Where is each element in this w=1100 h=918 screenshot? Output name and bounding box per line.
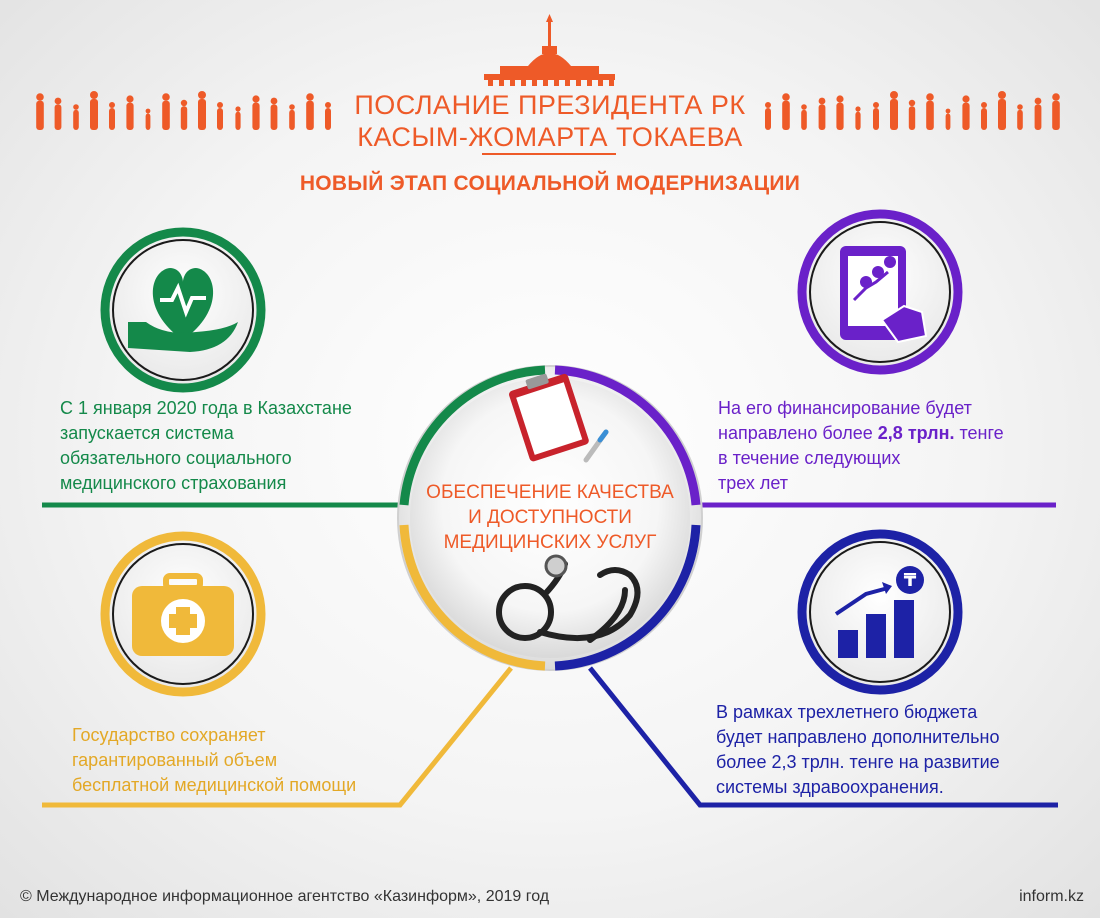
budget-line-3: более 2,3 трлн. тенге на развитие	[716, 752, 1000, 772]
center-heading-line-2: И ДОСТУПНОСТИ	[468, 507, 632, 528]
center-heading	[410, 480, 690, 555]
health-insurance-icon	[105, 232, 261, 388]
subtitle: НОВЫЙ ЭТАП СОЦИАЛЬНОЙ МОДЕРНИЗАЦИИ	[299, 172, 801, 195]
title-line-2: КАСЫМ-ЖОМАРТА ТОКАЕВА	[357, 122, 743, 152]
free-care-text	[72, 723, 412, 798]
financing-text	[718, 396, 1058, 496]
financing-line-2	[718, 421, 1058, 446]
free-care-line-3: бесплатной медицинской помощи	[72, 775, 357, 795]
center-heading-line-1: ОБЕСПЕЧЕНИЕ КАЧЕСТВА	[426, 482, 674, 503]
budget-growth-icon	[802, 534, 958, 690]
financing-line-3: в течение следующих	[718, 448, 901, 468]
center-heading-line-3: МЕДИЦИНСКИХ УСЛУГ	[443, 532, 657, 553]
free-care-line-2: гарантированный объем	[72, 750, 278, 770]
footer-copyright: © Международное информационное агентство «Казинформ», 2019 год	[20, 888, 550, 905]
footer-site-link[interactable]: inform.kz	[1019, 888, 1084, 905]
budget-line-4: системы здравоохранения.	[716, 777, 944, 797]
insurance-text	[60, 396, 400, 496]
insurance-line-1: С 1 января 2020 года в Казахстане	[60, 398, 352, 418]
insurance-line-2: запускается система	[60, 423, 234, 443]
financing-line-4: трех лет	[718, 473, 789, 493]
financing-line-2-post: тенге	[954, 423, 1004, 443]
title-line-1: ПОСЛАНИЕ ПРЕЗИДЕНТА РК	[354, 90, 746, 120]
budget-line-1: В рамках трехлетнего бюджета	[716, 702, 978, 722]
first-aid-kit-icon	[105, 536, 261, 692]
financing-line-1: На его финансирование будет	[718, 398, 972, 418]
budget-line-2: будет направлено дополнительно	[716, 727, 1000, 747]
insurance-line-4: медицинского страхования	[60, 473, 287, 493]
tenge-coin-icon: ₸	[903, 570, 917, 590]
financing-line-2-pre: направлено более	[718, 423, 878, 443]
financing-amount: 2,8 трлн.	[877, 423, 955, 443]
budget-text	[716, 700, 1066, 800]
tablet-finance-icon	[802, 214, 958, 370]
free-care-line-1: Государство сохраняет	[72, 725, 266, 745]
insurance-line-3: обязательного социального	[60, 448, 292, 468]
